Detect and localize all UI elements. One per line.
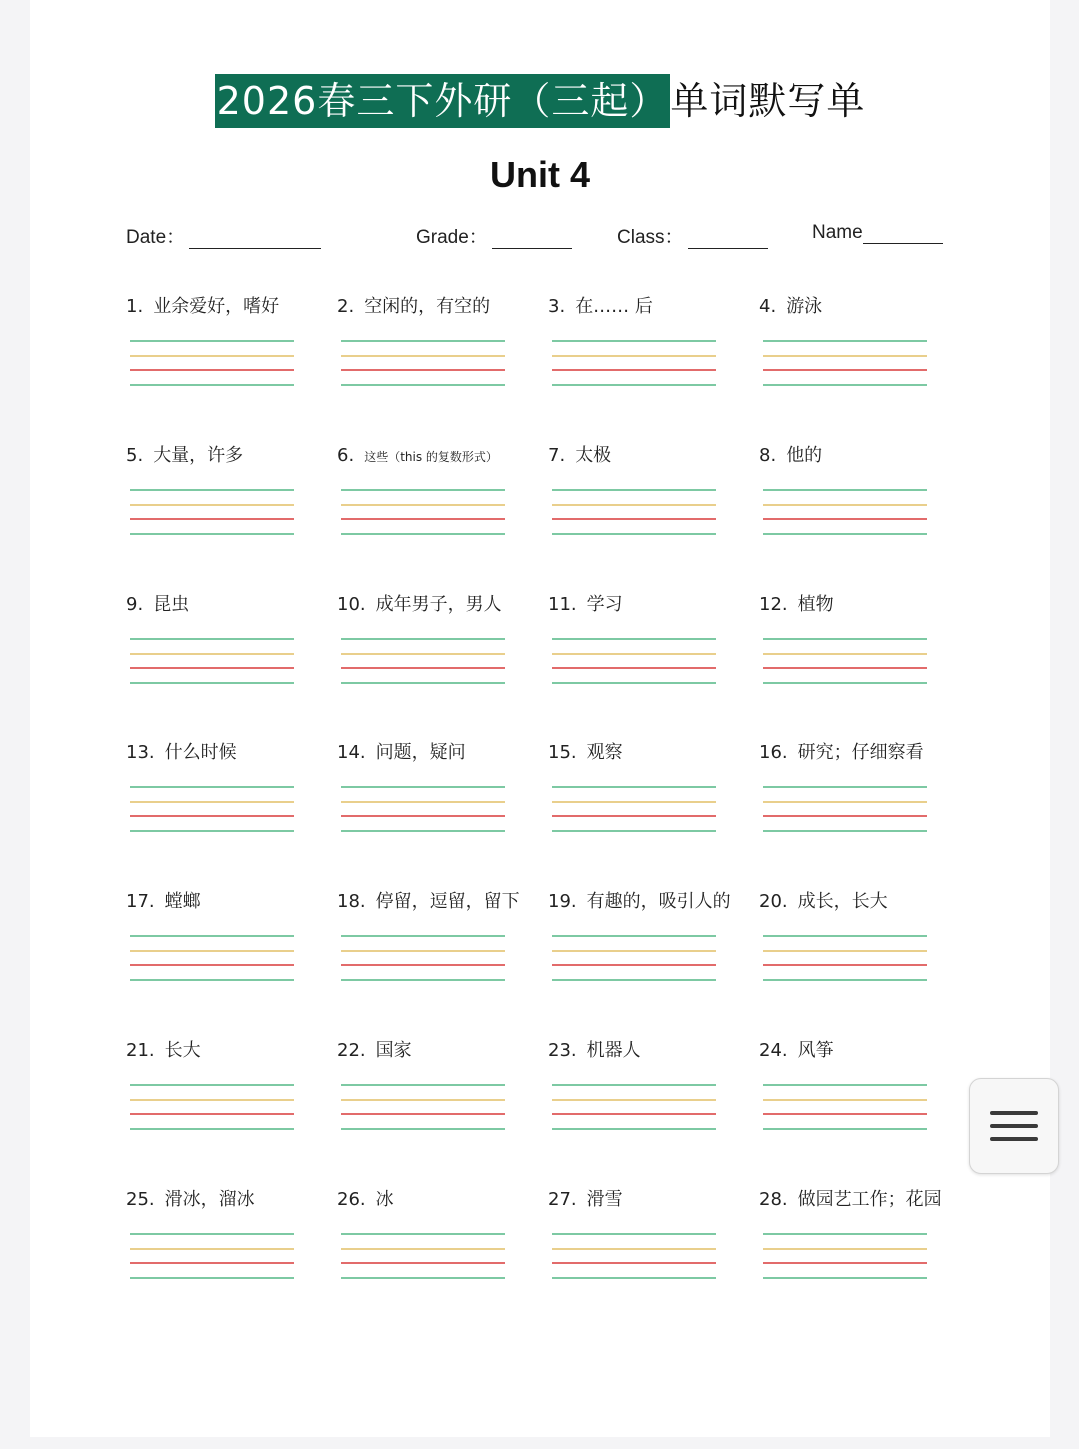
item-number: 28.	[759, 1189, 788, 1210]
writing-lines[interactable]	[552, 340, 716, 386]
writing-line	[763, 682, 927, 684]
writing-line	[341, 1233, 505, 1235]
writing-line	[552, 638, 716, 640]
writing-line	[130, 950, 294, 952]
word-prompt	[548, 740, 748, 766]
writing-line	[763, 340, 927, 342]
writing-lines[interactable]	[763, 786, 927, 832]
title-rest: 单词默写单	[670, 79, 866, 123]
item-number: 5.	[126, 445, 144, 466]
item-number: 9.	[126, 594, 144, 615]
writing-line	[130, 979, 294, 981]
writing-line	[552, 504, 716, 506]
writing-line	[341, 518, 505, 520]
writing-lines[interactable]	[763, 489, 927, 535]
writing-line	[130, 489, 294, 491]
word-prompt	[126, 443, 326, 469]
writing-line	[552, 1262, 716, 1264]
menu-bar	[990, 1111, 1038, 1115]
writing-line	[341, 653, 505, 655]
writing-line	[341, 504, 505, 506]
writing-line	[130, 1248, 294, 1250]
writing-line	[552, 667, 716, 669]
unit-heading: Unit 4	[489, 154, 590, 195]
word-prompt	[548, 889, 748, 915]
word-prompt	[126, 294, 326, 320]
writing-lines[interactable]	[552, 1084, 716, 1130]
word-prompt	[126, 592, 326, 618]
item-number: 10.	[337, 594, 366, 615]
writing-line	[341, 1248, 505, 1250]
item-number: 16.	[759, 742, 788, 763]
writing-line	[552, 979, 716, 981]
writing-line	[341, 815, 505, 817]
writing-lines[interactable]	[341, 340, 505, 386]
word-item	[548, 443, 748, 469]
writing-line	[552, 1277, 716, 1279]
writing-line	[552, 518, 716, 520]
writing-line	[763, 638, 927, 640]
item-meaning: 冰	[375, 1189, 394, 1210]
writing-line	[341, 533, 505, 535]
writing-line	[763, 950, 927, 952]
date-field	[126, 222, 321, 249]
writing-line	[341, 340, 505, 342]
item-meaning: 国家	[375, 1040, 412, 1061]
writing-lines[interactable]	[552, 786, 716, 832]
item-meaning: 这些（this 的复数形式）	[364, 450, 498, 464]
word-prompt	[337, 294, 537, 320]
menu-bar	[990, 1124, 1038, 1128]
menu-bar	[990, 1137, 1038, 1141]
word-item	[548, 1187, 748, 1213]
word-prompt	[759, 1038, 959, 1064]
writing-lines[interactable]	[341, 638, 505, 684]
writing-line	[341, 1262, 505, 1264]
writing-line	[130, 801, 294, 803]
item-number: 17.	[126, 891, 155, 912]
writing-line	[763, 979, 927, 981]
item-number: 20.	[759, 891, 788, 912]
item-number: 3.	[548, 296, 566, 317]
writing-line	[552, 384, 716, 386]
writing-lines[interactable]	[763, 1084, 927, 1130]
item-number: 2.	[337, 296, 355, 317]
word-item	[759, 294, 959, 320]
writing-line	[130, 1262, 294, 1264]
word-prompt	[337, 592, 537, 618]
writing-line	[763, 1262, 927, 1264]
writing-line	[552, 1248, 716, 1250]
writing-line	[552, 1099, 716, 1101]
word-item	[337, 443, 537, 469]
item-meaning: 昆虫	[153, 594, 190, 615]
writing-lines[interactable]	[341, 1233, 505, 1279]
writing-line	[763, 1113, 927, 1115]
writing-line	[341, 786, 505, 788]
writing-lines[interactable]	[763, 638, 927, 684]
writing-lines[interactable]	[130, 1084, 294, 1130]
word-item	[126, 889, 326, 915]
item-meaning: 学习	[586, 594, 623, 615]
writing-line	[130, 638, 294, 640]
word-prompt	[126, 740, 326, 766]
writing-lines[interactable]	[552, 935, 716, 981]
writing-line	[552, 964, 716, 966]
class-blank	[688, 228, 768, 249]
item-meaning: 游泳	[786, 296, 823, 317]
writing-line	[552, 653, 716, 655]
writing-line	[130, 533, 294, 535]
word-prompt	[548, 592, 748, 618]
item-meaning: 做园艺工作；花园	[797, 1189, 942, 1210]
word-item	[759, 443, 959, 469]
writing-line	[552, 1128, 716, 1130]
word-item	[759, 1187, 959, 1213]
writing-line	[130, 830, 294, 832]
word-prompt	[759, 443, 959, 469]
writing-line	[130, 667, 294, 669]
writing-lines[interactable]	[763, 340, 927, 386]
worksheet-page	[30, 0, 1050, 1437]
item-meaning: 问题，疑问	[375, 742, 466, 763]
writing-lines[interactable]	[341, 935, 505, 981]
item-number: 22.	[337, 1040, 366, 1061]
writing-line	[552, 1084, 716, 1086]
writing-line	[130, 786, 294, 788]
item-number: 7.	[548, 445, 566, 466]
word-prompt	[337, 443, 537, 469]
writing-line	[552, 950, 716, 952]
item-number: 14.	[337, 742, 366, 763]
word-item	[759, 889, 959, 915]
writing-line	[763, 964, 927, 966]
word-item	[337, 1038, 537, 1064]
writing-line	[130, 935, 294, 937]
writing-line	[130, 1113, 294, 1115]
item-number: 26.	[337, 1189, 366, 1210]
word-item	[126, 443, 326, 469]
item-meaning: 机器人	[586, 1040, 641, 1061]
writing-line	[130, 384, 294, 386]
writing-lines[interactable]	[130, 1233, 294, 1279]
writing-lines[interactable]	[341, 489, 505, 535]
word-prompt	[337, 1187, 537, 1213]
writing-line	[763, 1233, 927, 1235]
word-prompt	[126, 1038, 326, 1064]
item-number: 4.	[759, 296, 777, 317]
word-prompt	[548, 1038, 748, 1064]
writing-line	[341, 950, 505, 952]
writing-line	[552, 786, 716, 788]
word-prompt	[548, 443, 748, 469]
writing-line	[130, 682, 294, 684]
item-number: 24.	[759, 1040, 788, 1061]
word-prompt	[126, 889, 326, 915]
writing-line	[130, 518, 294, 520]
writing-line	[552, 355, 716, 357]
item-number: 6.	[337, 445, 355, 466]
writing-line	[763, 369, 927, 371]
item-number: 1.	[126, 296, 144, 317]
item-meaning: 空闲的，有空的	[364, 296, 491, 317]
word-item	[337, 889, 537, 915]
word-item	[548, 1038, 748, 1064]
item-number: 18.	[337, 891, 366, 912]
item-number: 15.	[548, 742, 577, 763]
item-number: 19.	[548, 891, 577, 912]
item-meaning: 大量，许多	[153, 445, 244, 466]
word-item	[759, 592, 959, 618]
word-prompt	[759, 294, 959, 320]
word-item	[548, 592, 748, 618]
item-meaning: 风筝	[797, 1040, 834, 1061]
item-meaning: 什么时候	[164, 742, 237, 763]
writing-lines[interactable]	[130, 786, 294, 832]
writing-line	[763, 786, 927, 788]
writing-line	[763, 667, 927, 669]
writing-lines[interactable]	[130, 638, 294, 684]
writing-line	[552, 815, 716, 817]
word-item	[548, 740, 748, 766]
word-item	[548, 889, 748, 915]
writing-line	[130, 355, 294, 357]
writing-line	[130, 1128, 294, 1130]
word-prompt	[759, 740, 959, 766]
writing-line	[130, 964, 294, 966]
word-item	[337, 1187, 537, 1213]
word-prompt	[126, 1187, 326, 1213]
writing-line	[341, 384, 505, 386]
writing-lines[interactable]	[763, 935, 927, 981]
item-number: 13.	[126, 742, 155, 763]
writing-line	[552, 533, 716, 535]
writing-line	[552, 489, 716, 491]
item-number: 21.	[126, 1040, 155, 1061]
word-item	[337, 592, 537, 618]
word-prompt	[759, 1187, 959, 1213]
writing-line	[552, 830, 716, 832]
writing-lines[interactable]	[341, 786, 505, 832]
item-number: 12.	[759, 594, 788, 615]
writing-line	[552, 801, 716, 803]
item-meaning: 植物	[797, 594, 834, 615]
writing-line	[341, 682, 505, 684]
word-prompt	[548, 294, 748, 320]
writing-line	[130, 1277, 294, 1279]
item-meaning: 有趣的，吸引人的	[586, 891, 731, 912]
grade-field	[416, 222, 572, 249]
writing-line	[552, 935, 716, 937]
writing-line	[341, 1113, 505, 1115]
writing-line	[341, 979, 505, 981]
item-number: 27.	[548, 1189, 577, 1210]
date-label: Date：	[126, 227, 186, 248]
word-item	[126, 1187, 326, 1213]
writing-line	[130, 1084, 294, 1086]
item-meaning: 观察	[586, 742, 623, 763]
writing-lines[interactable]	[763, 1233, 927, 1279]
name-label: Name	[812, 222, 863, 243]
writing-line	[763, 533, 927, 535]
item-meaning: 滑雪	[586, 1189, 623, 1210]
item-number: 25.	[126, 1189, 155, 1210]
writing-line	[763, 1128, 927, 1130]
item-meaning: 研究；仔细察看	[797, 742, 924, 763]
writing-line	[763, 504, 927, 506]
writing-line	[341, 638, 505, 640]
writing-line	[341, 489, 505, 491]
word-prompt	[337, 1038, 537, 1064]
writing-line	[130, 1233, 294, 1235]
item-meaning: 业余爱好，嗜好	[153, 296, 280, 317]
class-label: Class：	[617, 227, 684, 248]
item-meaning: 他的	[786, 445, 823, 466]
writing-line	[552, 369, 716, 371]
writing-line	[763, 815, 927, 817]
word-item	[126, 1038, 326, 1064]
writing-line	[763, 518, 927, 520]
item-meaning: 成长，长大	[797, 891, 888, 912]
writing-line	[763, 830, 927, 832]
writing-line	[763, 384, 927, 386]
writing-line	[763, 1248, 927, 1250]
writing-line	[763, 653, 927, 655]
page-title	[30, 74, 1050, 128]
writing-line	[763, 489, 927, 491]
word-item	[759, 740, 959, 766]
writing-lines[interactable]	[552, 638, 716, 684]
item-meaning: 太极	[575, 445, 612, 466]
item-number: 23.	[548, 1040, 577, 1061]
writing-line	[552, 340, 716, 342]
writing-line	[130, 340, 294, 342]
item-number: 11.	[548, 594, 577, 615]
date-blank	[189, 228, 321, 249]
writing-line	[341, 1084, 505, 1086]
item-meaning: 螳螂	[164, 891, 201, 912]
writing-line	[552, 682, 716, 684]
writing-line	[341, 964, 505, 966]
writing-line	[341, 369, 505, 371]
writing-line	[763, 935, 927, 937]
item-number: 8.	[759, 445, 777, 466]
writing-line	[763, 801, 927, 803]
writing-line	[552, 1233, 716, 1235]
writing-line	[552, 1113, 716, 1115]
writing-line	[763, 1084, 927, 1086]
writing-line	[130, 1099, 294, 1101]
item-meaning: 成年男子，男人	[375, 594, 502, 615]
word-prompt	[759, 889, 959, 915]
grade-blank	[492, 228, 572, 249]
writing-line	[341, 801, 505, 803]
word-item	[337, 294, 537, 320]
writing-line	[341, 935, 505, 937]
word-item	[759, 1038, 959, 1064]
item-meaning: 滑冰，溜冰	[164, 1189, 255, 1210]
item-meaning: 长大	[164, 1040, 201, 1061]
grade-label: Grade：	[416, 227, 488, 248]
class-field	[617, 222, 768, 249]
writing-line	[130, 504, 294, 506]
writing-line	[130, 369, 294, 371]
word-prompt	[548, 1187, 748, 1213]
word-item	[126, 592, 326, 618]
word-prompt	[759, 592, 959, 618]
word-item	[337, 740, 537, 766]
writing-line	[341, 355, 505, 357]
writing-line	[341, 667, 505, 669]
writing-lines[interactable]	[552, 489, 716, 535]
name-blank	[863, 223, 943, 244]
word-prompt	[337, 740, 537, 766]
word-item	[548, 294, 748, 320]
word-item	[126, 740, 326, 766]
writing-line	[763, 1277, 927, 1279]
title-highlighted: 2026春三下外研（三起）	[215, 74, 671, 128]
writing-lines[interactable]	[130, 935, 294, 981]
name-field	[812, 222, 943, 244]
writing-lines[interactable]	[552, 1233, 716, 1279]
writing-line	[763, 1099, 927, 1101]
writing-line	[763, 355, 927, 357]
word-prompt	[337, 889, 537, 915]
writing-line	[341, 830, 505, 832]
hamburger-menu-icon[interactable]	[969, 1078, 1059, 1174]
writing-line	[341, 1277, 505, 1279]
item-meaning: 停留，逗留，留下	[375, 891, 520, 912]
writing-lines[interactable]	[341, 1084, 505, 1130]
item-meaning: 在…… 后	[575, 296, 653, 317]
writing-lines[interactable]	[130, 489, 294, 535]
word-item	[126, 294, 326, 320]
writing-line	[130, 815, 294, 817]
writing-line	[341, 1099, 505, 1101]
writing-line	[341, 1128, 505, 1130]
writing-lines[interactable]	[130, 340, 294, 386]
writing-line	[130, 653, 294, 655]
